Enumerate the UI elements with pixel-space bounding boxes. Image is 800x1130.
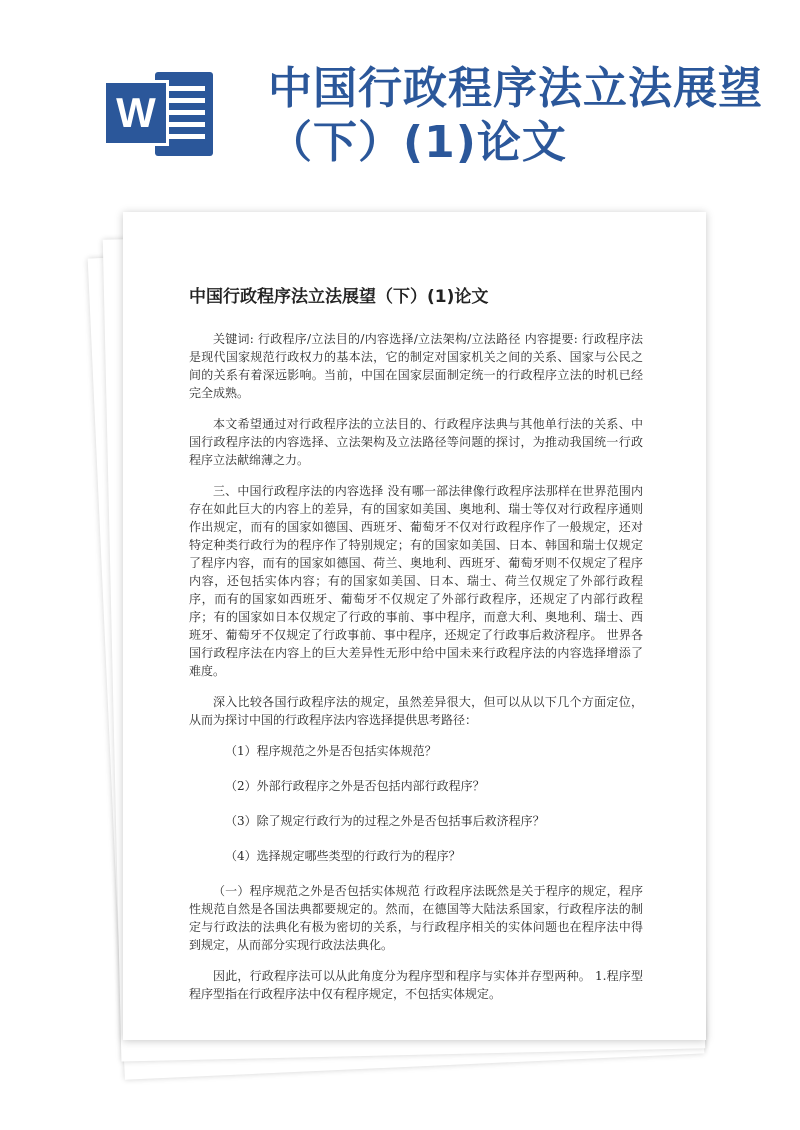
- paragraph-types: 因此，行政程序法可以从此角度分为程序型和程序与实体并存型两种。 1.程序型 程序型指在行政程序法中仅有程序规定，不包括实体规定。: [189, 969, 643, 1001]
- paragraph-substantive-norms: （一）程序规范之外是否包括实体规范 行政程序法既然是关于程序的规定，程序性规范自然是各国法典都要规定的。然而，在德国等大陆法系国家，行政程序法的制定与行政法的法典化有极为密切的关系，与行政程序相关的实体问题也在程序法中得到规定，从而部分实现行政法法典化。: [189, 884, 643, 952]
- word-document-icon: [103, 66, 215, 162]
- paragraph-keywords: 关键词: 行政程序/立法目的/内容选择/立法架构/立法路径 内容提要: 行政程序法是现代国家规范行政权力的基本法，它的制定对国家机关之间的关系、国家与公民之间的关系有着深远影响。当前，中国在国家层面制定统一的行政程序立法的时机已经完全成熟。: [189, 332, 643, 400]
- paragraph-comparison: 深入比较各国行政程序法的规定，虽然差异很大，但可以从以下几个方面定位，从而为探讨中国的行政程序法内容选择提供思考路径：: [189, 695, 643, 727]
- question-item: （3）除了规定行政行为的过程之外是否包括事后救济程序？: [225, 814, 545, 828]
- paragraph-purpose: 本文希望通过对行政程序法的立法目的、行政程序法典与其他单行法的关系、中国行政程序法的内容选择、立法架构及立法路径等问题的探讨，为推动我国统一行政程序立法献绵薄之力。: [189, 417, 643, 467]
- word-w-badge: W: [103, 80, 169, 146]
- document-body: [189, 330, 643, 1016]
- page-title: 中国行政程序法立法展望（下）(1)论文: [268, 63, 763, 168]
- document-page: [123, 212, 706, 1040]
- paragraph-section-three: 三、中国行政程序法的内容选择 没有哪一部法律像行政程序法那样在世界范围内存在如此巨大的内容上的差异，有的国家如美国、奥地利、瑞士等仅对行政程序通则作出规定，而有的国家如德国、西班牙、葡萄牙不仅对行政程序作了一般规定，还对特定种类行政行为的程序作了特别规定；有的国家如美国、日本、韩国和瑞士仅规定了程序内容，而有的国家如德国、荷兰、奥地利、西班牙、葡萄牙则不仅规定了程序内容，还包括实体内容；有的国家如美国、日本、瑞士、荷兰仅规定了外部行政程序，而有的国家如西班牙、葡萄牙不仅规定了外部行政程序，还规定了内部行政程序；有的国家如日本仅规定了行政的事前、事中程序，而意大利、奥地利、瑞士、西班牙、葡萄牙不仅规定了行政事前、事中程序，还规定了行政事后救济程序。 世界各国行政程序法在内容上的巨大差异性无形中给中国未来行政程序法的内容选择增添了难度。: [189, 484, 643, 678]
- document-title: 中国行政程序法立法展望（下）(1)论文: [189, 287, 489, 307]
- question-item: （4）选择规定哪些类型的行政行为的程序？: [225, 849, 461, 863]
- question-item: （1）程序规范之外是否包括实体规范？: [225, 744, 437, 758]
- question-item: （2）外部行政程序之外是否包括内部行政程序？: [225, 779, 485, 793]
